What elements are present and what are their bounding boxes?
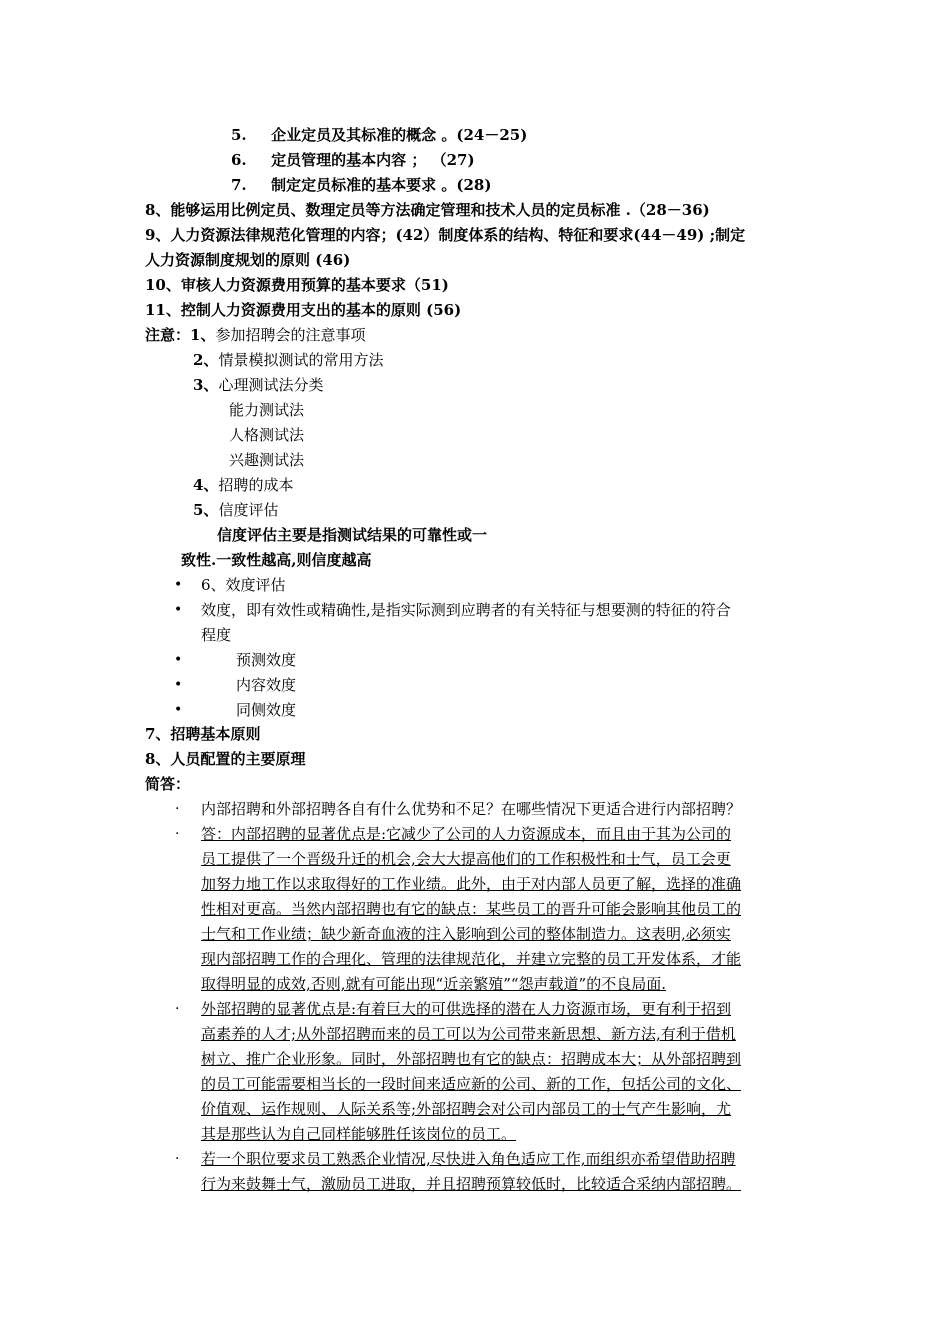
note-number: 3、 [193,376,219,394]
note-subitem: 兴趣测试法 [229,451,305,469]
answer-line: 加努力地工作以求取得好的工作业绩。此外，由于对内部人员更了解，选择的准确 [201,875,742,893]
bold-item: 人力资源制度规划的原则 (46) [145,251,351,269]
answer-line: 高素养的人才;从外部招聘而来的员工可以为公司带来新思想、新方法,有利于借机 [201,1025,736,1043]
item-text: 定员管理的基本内容 ； （27) [271,151,475,169]
short-answer-label: 简答： [145,775,191,793]
note-text: 情景模拟测试的常用方法 [218,351,384,369]
reliability-description: 致性.一致性越高,则信度越高 [181,551,372,569]
bullet-text-continued: 程度 [201,626,232,644]
answer-line: 员工提供了一个晋级升迁的机会,会大大提高他们的工作积极性和士气，员工会更 [201,850,731,868]
bold-item: 11、控制人力资源费用支出的基本的原则 (56) [145,301,462,319]
note-number: 2、 [193,351,219,369]
answer-line: 外部招聘的显著优点是:有着巨大的可供选择的潜在人力资源市场，更有利于招到 [201,1000,732,1018]
bullet-text: 效度，即有效性或精确性,是指实际测到应聘者的有关特征与想要测的特征的符合 [201,601,731,619]
note-subitem: 人格测试法 [229,426,305,444]
bold-item: 10、审核人力资源费用预算的基本要求（51) [145,276,449,294]
note-item [193,473,293,498]
note-subitem: 能力测试法 [229,401,305,419]
bold-item: 8、能够运用比例定员、数理定员等方法确定管理和技术人员的定员标准 .（28－36) [145,201,710,219]
answer-line: 答：内部招聘的显著优点是:它减少了公司的人力资源成本，而且由于其为公司的 [201,825,732,843]
bullet-text: 预测效度 [236,651,297,669]
bullet-icon: • [174,677,183,693]
bullet-icon: • [174,702,183,718]
bullet-icon: · [175,1001,180,1017]
note-text: 信度评估 [218,501,279,519]
item-number: 6. [231,151,247,169]
note-item [193,373,323,398]
note-text: 心理测试法分类 [218,376,324,394]
answer-paragraph-when-internal [201,1147,809,1197]
answer-line: 现内部招聘工作的合理化、管理的法律规范化，并建立完整的员工开发体系，才能 [201,950,742,968]
answer-paragraph-external [201,997,809,1147]
answer-line: 若一个职位要求员工熟悉企业情况,尽快进入角色适应工作,而组织亦希望借助招聘 [201,1150,736,1168]
bold-item: 9、人力资源法律规范化管理的内容；(42）制度体系的结构、特征和要求(44－49) ;制定 [145,226,746,244]
bullet-icon: · [175,801,180,817]
bullet-text: 同侧效度 [236,701,297,719]
note-number: 5、 [193,501,219,519]
note-number: 1、 [190,326,216,344]
numbered-item [231,123,527,148]
bullet-icon: · [175,1151,180,1167]
question-text: 内部招聘和外部招聘各自有什么优势和不足？在哪些情况下更适合进行内部招聘？ [201,800,742,818]
bold-item: 7、招聘基本原则 [145,725,261,743]
answer-line: 的员工可能需要相当长的一段时间来适应新的公司、新的工作，包括公司的文化、 [201,1075,742,1093]
item-text: 企业定员及其标准的概念 。(24－25) [271,126,528,144]
numbered-item [231,173,491,198]
numbered-item [231,148,475,173]
answer-line: 树立、推广企业形象。同时，外部招聘也有它的缺点：招聘成本大；从外部招聘到 [201,1050,742,1068]
answer-line: 性相对更高。当然内部招聘也有它的缺点：某些员工的晋升可能会影响其他员工的 [201,900,742,918]
bullet-icon: · [175,826,180,842]
note-text: 参加招聘会的注意事项 [215,326,366,344]
bold-item: 8、人员配置的主要原理 [145,750,306,768]
reliability-description: 信度评估主要是指测试结果的可靠性或一 [217,526,488,544]
item-number: 7. [231,176,247,194]
note-item [193,348,383,373]
answer-line: 价值观、运作规则、人际关系等;外部招聘会对公司内部员工的士气产生影响，尤 [201,1100,732,1118]
bullet-icon: • [174,577,183,593]
bullet-text: 6、效度评估 [201,576,286,594]
bullet-icon: • [174,602,183,618]
answer-line: 其是那些认为自己同样能够胜任该岗位的员工。 [201,1125,517,1143]
note-item [193,498,278,523]
notes-first-line [145,323,365,348]
answer-line: 士气和工作业绩；缺少新奇血液的注入影响到公司的整体制造力。这表明,必须实 [201,925,731,943]
bullet-icon: • [174,652,183,668]
note-text: 招聘的成本 [218,476,294,494]
answer-paragraph-internal [201,822,809,997]
item-text: 制定定员标准的基本要求 。(28) [271,176,492,194]
bullet-text: 内容效度 [236,676,297,694]
item-number: 5. [231,126,247,144]
notes-label: 注意： [145,326,191,344]
answer-line: 取得明显的成效,否则,就有可能出现“近亲繁殖”“怨声载道”的不良局面. [201,975,666,993]
answer-line: 行为来鼓舞士气，激励员工进取，并且招聘预算较低时，比较适合采纳内部招聘。 [201,1175,742,1193]
note-number: 4、 [193,476,219,494]
